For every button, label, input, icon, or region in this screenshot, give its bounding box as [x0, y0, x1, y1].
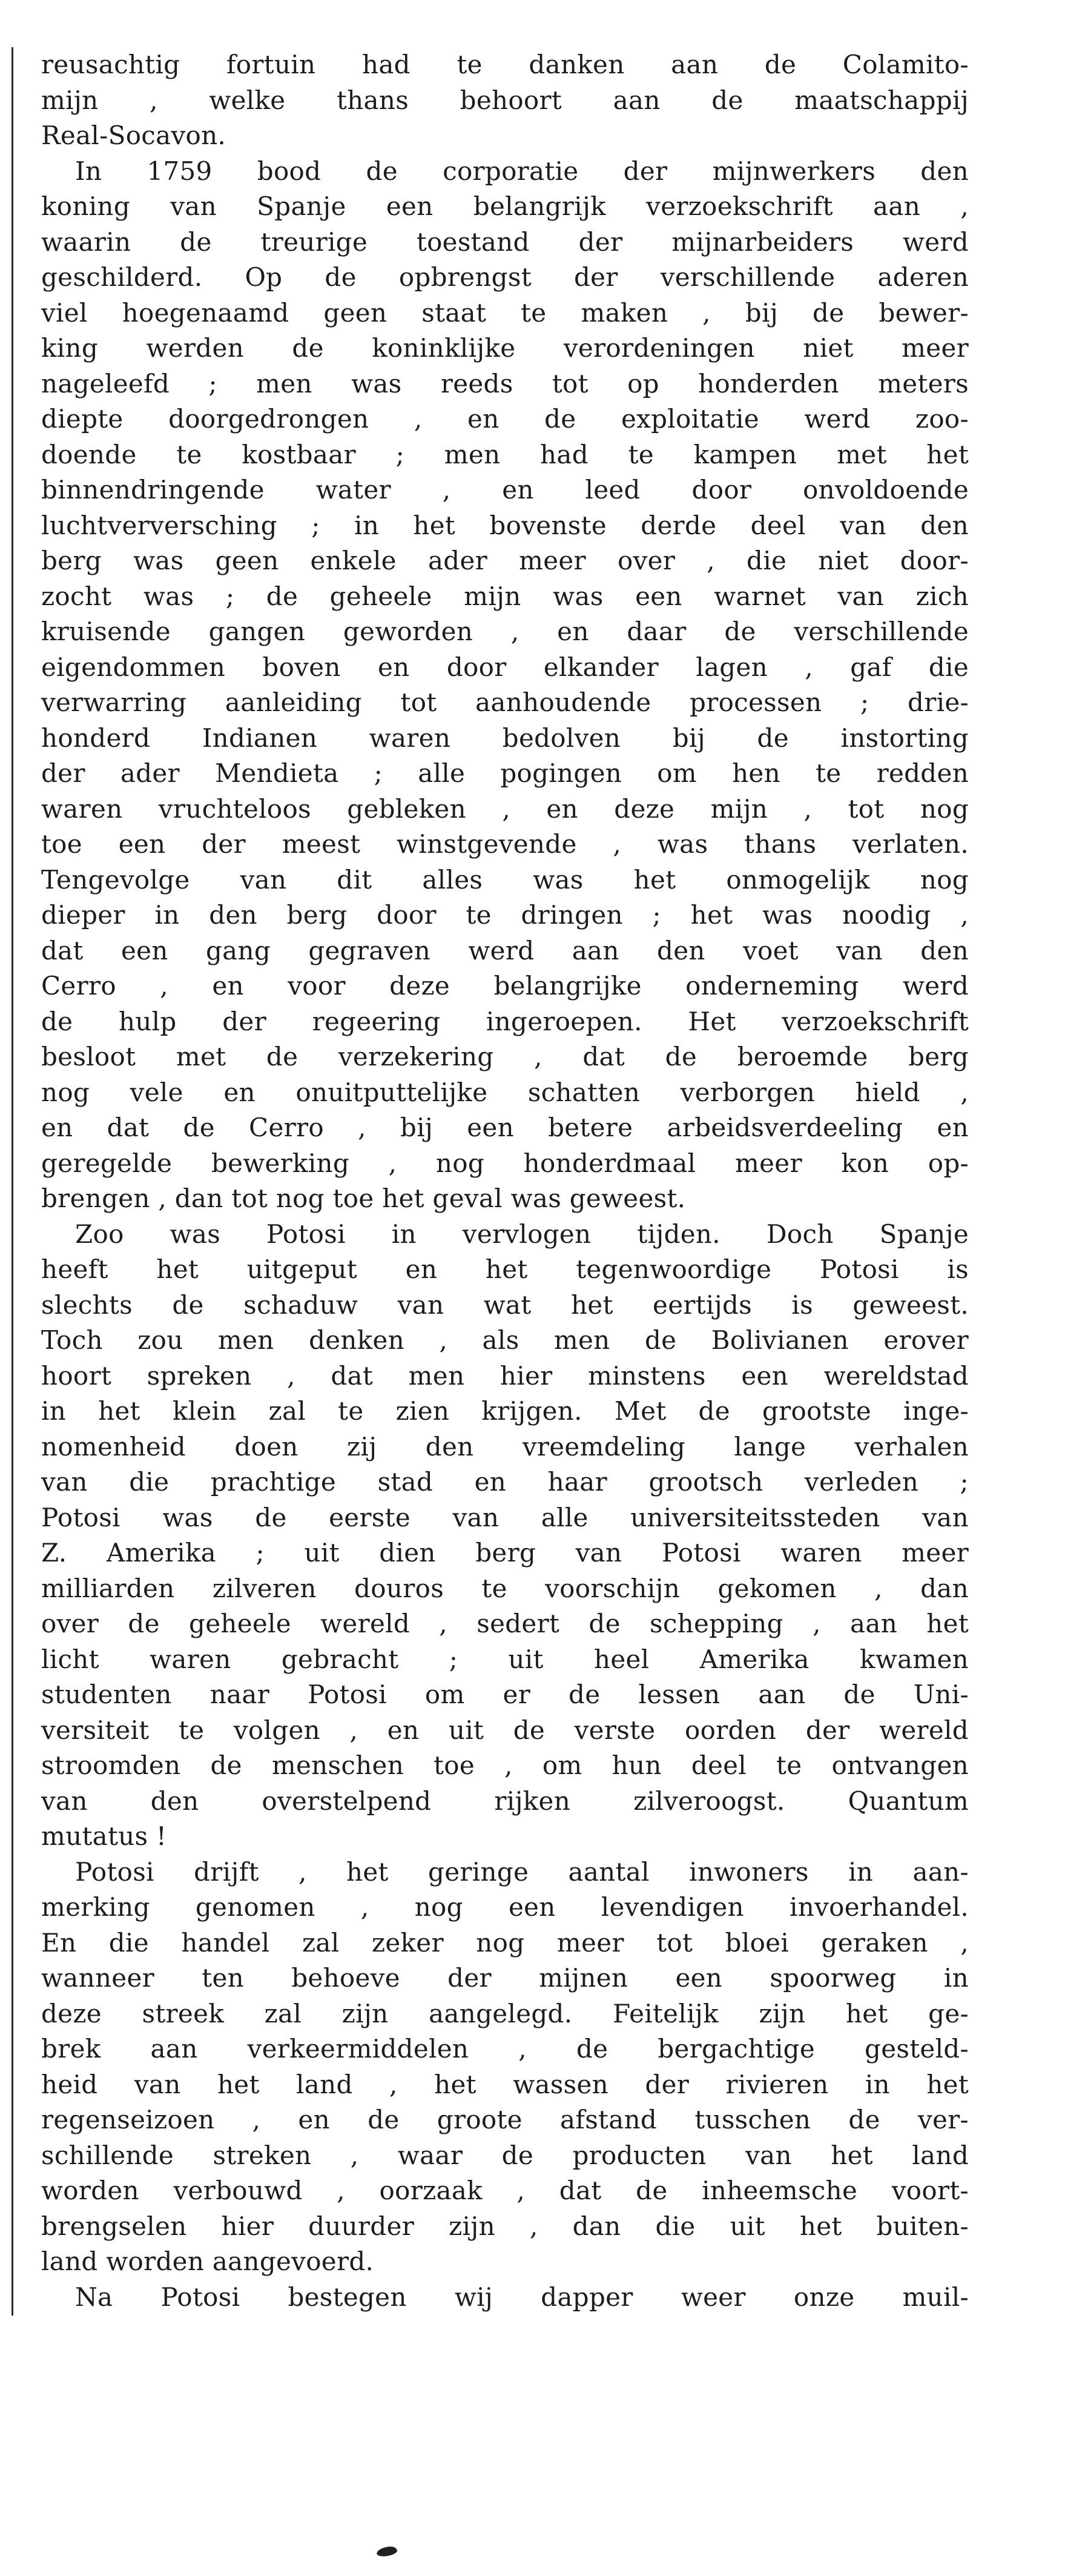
text-line: versiteit te volgen , en uit de verste oorden der wereld: [41, 1715, 969, 1745]
text-line: over de geheele wereld , sedert de schepping , aan het: [41, 1609, 969, 1638]
text-line: diepte doorgedrongen , en de exploitatie werd zoo-: [41, 404, 969, 434]
text-line: land worden aangevoerd.: [41, 2247, 374, 2276]
text-line: honderd Indianen waren bedolven bij de instorting: [41, 723, 969, 753]
text-line: Cerro , en voor deze belangrijke onderneming werd: [41, 971, 969, 1001]
text-line: de hulp der regeering ingeroepen. Het verzoekschrift: [41, 1006, 969, 1036]
text-line: merking genomen , nog een levendigen invoerhandel.: [41, 1892, 969, 1922]
text-line: Potosi was de eerste van alle universiteitssteden van: [41, 1502, 969, 1532]
text-line: wanneer ten behoeve der mijnen een spoorweg in: [41, 1963, 969, 1993]
text-line: schillende streken , waar de producten van het land: [41, 2140, 969, 2170]
text-line: heid van het land , het wassen der rivieren in het: [41, 2069, 969, 2099]
text-line: dieper in den berg door te dringen ; het was noodig ,: [41, 900, 969, 930]
ink-blot-artifact: [376, 2546, 398, 2558]
text-line: binnendringende water , en leed door onvoldoende: [41, 475, 969, 505]
text-line: van den overstelpend rijken zilveroogst. Quantum: [41, 1786, 969, 1816]
text-line: koning van Spanje een belangrijk verzoekschrift aan ,: [41, 191, 969, 221]
text-line: der ader Mendieta ; alle pogingen om hen te redden: [41, 758, 969, 788]
text-line: toe een der meest winstgevende , was thans verlaten.: [41, 829, 969, 859]
text-line: studenten naar Potosi om er de lessen aan de Uni-: [41, 1680, 969, 1709]
text-line: deze streek zal zijn aangelegd. Feitelijk zijn het ge-: [41, 1998, 969, 2028]
text-line: en dat de Cerro , bij een betere arbeidsverdeeling en: [41, 1113, 969, 1142]
text-line: mutatus !: [41, 1821, 167, 1851]
text-line: heeft het uitgeput en het tegenwoordige Potosi is: [41, 1254, 969, 1284]
text-line: verwarring aanleiding tot aanhoudende processen ; drie-: [41, 687, 969, 717]
text-line: waarin de treurige toestand der mijnarbeiders werd: [41, 227, 969, 257]
text-line: eigendommen boven en door elkander lagen , gaf die: [41, 652, 969, 682]
text-line: Na Potosi bestegen wij dapper weer onze muil-: [75, 2282, 969, 2312]
text-line: nog vele en onuitputtelijke schatten verborgen hield ,: [41, 1077, 969, 1107]
text-line: viel hoegenaamd geen staat te maken , bij de bewer-: [41, 297, 969, 328]
text-line: Zoo was Potosi in vervlogen tijden. Doch Spanje: [75, 1219, 969, 1249]
text-line: zocht was ; de geheele mijn was een warnet van zich: [41, 581, 969, 611]
text-line: berg was geen enkele ader meer over , die niet door-: [41, 546, 969, 575]
text-line: Potosi drijft , het geringe aantal inwoners in aan-: [75, 1856, 969, 1887]
text-line: stroomden de menschen toe , om hun deel te ontvangen: [41, 1750, 969, 1780]
text-line: En die handel zal zeker nog meer tot bloei geraken ,: [41, 1927, 969, 1958]
text-line: licht waren gebracht ; uit heel Amerika kwamen: [41, 1644, 969, 1674]
text-line: nomenheid doen zij den vreemdeling lange verhalen: [41, 1431, 969, 1462]
text-line: milliarden zilveren douros te voorschijn gekomen , dan: [41, 1573, 969, 1603]
text-line: waren vruchteloos gebleken , en deze mijn , tot nog: [41, 793, 969, 824]
text-line: van die prachtige stad en haar grootsch verleden ;: [41, 1467, 969, 1497]
text-line: reusachtig fortuin had te danken aan de Colamito-: [41, 50, 969, 79]
text-line: Tengevolge van dit alles was het onmogelijk nog: [41, 864, 969, 895]
text-line: luchtverversching ; in het bovenste derde deel van den: [41, 510, 969, 540]
text-line: king werden de koninklijke verordeningen niet meer: [41, 333, 969, 363]
text-line: mijn , welke thans behoort aan de maatschappij: [41, 85, 969, 115]
text-line: regenseizoen , en de groote afstand tusschen de ver-: [41, 2105, 969, 2134]
text-line: brengselen hier duurder zijn , dan die uit het buiten-: [41, 2211, 969, 2241]
text-line: brengen , dan tot nog toe het geval was geweest.: [41, 1184, 686, 1213]
text-line: besloot met de verzekering , dat de beroemde berg: [41, 1042, 969, 1071]
text-line: in het klein zal te zien krijgen. Met de grootste inge-: [41, 1396, 969, 1426]
text-line: hoort spreken , dat men hier minstens een wereldstad: [41, 1360, 969, 1391]
text-line: Toch zou men denken , als men de Bolivianen erover: [41, 1325, 969, 1355]
text-line: geschilderd. Op de opbrengst der verschillende aderen: [41, 262, 969, 292]
text-line: nageleefd ; men was reeds tot op honderden meters: [41, 368, 969, 399]
text-line: brek aan verkeermiddelen , de bergachtige gesteld-: [41, 2034, 969, 2064]
text-line: Z. Amerika ; uit dien berg van Potosi waren meer: [41, 1538, 969, 1568]
text-line: Real-Socavon.: [41, 121, 226, 150]
text-column: [41, 47, 969, 2315]
text-line: kruisende gangen geworden , en daar de verschillende: [41, 617, 969, 646]
text-line: doende te kostbaar ; men had te kampen met het: [41, 439, 969, 469]
text-line: worden verbouwd , oorzaak , dat de inheemsche voort-: [41, 2176, 969, 2205]
text-line: slechts de schaduw van wat het eertijds is geweest.: [41, 1290, 969, 1320]
left-margin-rule: [12, 47, 13, 2316]
text-line: dat een gang gegraven werd aan den voet van den: [41, 935, 969, 965]
text-line: geregelde bewerking , nog honderdmaal meer kon op-: [41, 1148, 969, 1178]
text-line: In 1759 bood de corporatie der mijnwerkers den: [75, 156, 969, 186]
